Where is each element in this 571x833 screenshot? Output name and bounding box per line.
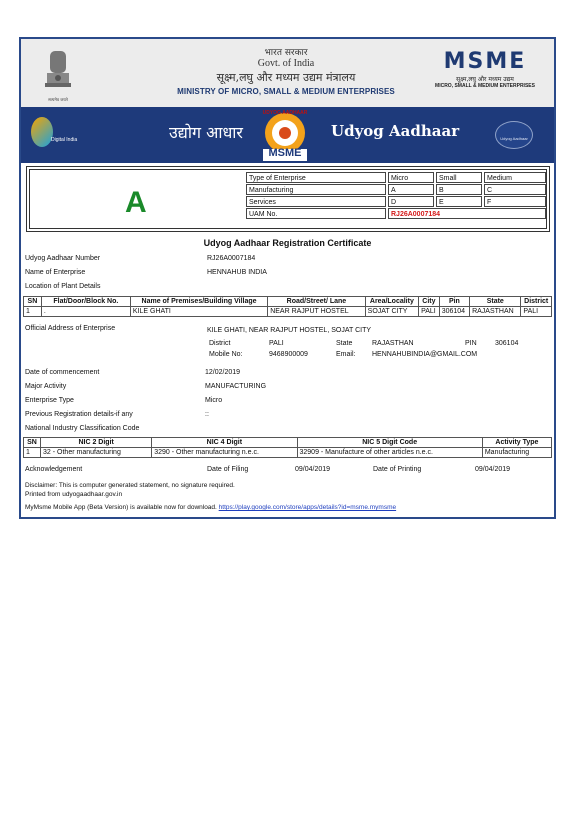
app-download-link[interactable]: https://play.google.com/store/apps/details?id=msme.mymsme <box>218 504 397 511</box>
class-a: A <box>388 184 434 195</box>
state-label: State <box>336 340 353 347</box>
enterprise-type-label: Enterprise Type <box>25 397 74 404</box>
enterprise-type-value: Micro <box>205 397 223 404</box>
class-c: C <box>484 184 546 195</box>
government-title-block <box>171 45 401 96</box>
col-state: State <box>470 297 521 307</box>
major-activity-value: MANUFACTURING <box>205 383 267 390</box>
acknowledgement-label: Acknowledgement <box>25 466 83 473</box>
cell-flat: . <box>41 307 130 317</box>
udyog-badge-label: Udyog Aadhaar <box>500 136 528 141</box>
msme-logo <box>423 49 547 101</box>
uan-value: RJ26A0007184 <box>207 255 256 262</box>
filing-date-label: Date of Filing <box>207 466 249 473</box>
cell-area: SOJAT CITY <box>365 307 418 317</box>
cell-pin: 306104 <box>439 307 469 317</box>
type-label: Type of Enterprise <box>246 172 386 183</box>
filing-date-value: 09/04/2019 <box>295 466 331 473</box>
cell-state: RAJASTHAN <box>470 307 521 317</box>
nic-col-4digit: NIC 4 Digit <box>152 438 297 448</box>
plant-table-header <box>24 297 552 307</box>
msme-logo-text: MSME <box>443 49 527 74</box>
digital-india-logo <box>21 107 91 163</box>
col-district: District <box>521 297 552 307</box>
medium-header: Medium <box>484 172 546 183</box>
col-city: City <box>419 297 440 307</box>
location-label: Location of Plant Details <box>25 283 101 290</box>
previous-registration-value: :: <box>205 411 209 418</box>
class-b: B <box>436 184 482 195</box>
uam-number: RJ26A0007184 <box>388 208 546 219</box>
nic-col-sn: SN <box>24 438 41 448</box>
table-row <box>24 307 552 317</box>
category-letter: A <box>125 186 147 219</box>
enterprise-name-label: Name of Enterprise <box>25 269 86 276</box>
ministry-name: MINISTRY OF MICRO, SMALL & MEDIUM ENTERPRISES <box>177 87 395 96</box>
nic-col-5digit: NIC 5 Digit Code <box>297 438 482 448</box>
nic-cell-activity: Manufacturing <box>482 448 551 458</box>
col-area: Area/Locality <box>365 297 418 307</box>
nic-cell-sn: 1 <box>24 448 41 458</box>
classification-box <box>26 166 550 232</box>
msme-logo-hindi: सूक्ष्म,लघु और मध्यम उद्यम <box>456 76 514 83</box>
manufacturing-label: Manufacturing <box>246 184 386 195</box>
national-emblem-icon <box>41 47 75 99</box>
udyog-badge-icon <box>495 121 533 149</box>
nic-col-activity: Activity Type <box>482 438 551 448</box>
digital-india-icon <box>31 117 53 147</box>
cell-premises: KILE GHATI <box>130 307 267 317</box>
enterprise-name-value: HENNAHUB INDIA <box>207 269 267 276</box>
col-flat: Flat/Door/Block No. <box>41 297 130 307</box>
digital-india-label: Digital India <box>51 137 78 143</box>
app-notice <box>25 504 396 511</box>
mobile-value: 9468900009 <box>269 351 308 358</box>
col-premises: Name of Premises/Building Village <box>130 297 267 307</box>
cell-sn: 1 <box>24 307 42 317</box>
printing-date-label: Date of Printing <box>373 466 422 473</box>
class-e: E <box>436 196 482 207</box>
cell-district: PALI <box>521 307 552 317</box>
email-label: Email: <box>336 351 356 358</box>
govt-of-india: Govt. of India <box>257 58 315 69</box>
nic-cell-4digit: 3290 - Other manufacturing n.e.c. <box>152 448 297 458</box>
services-label: Services <box>246 196 386 207</box>
commencement-value: 12/02/2019 <box>205 369 241 376</box>
cell-road: NEAR RAJPUT HOSTEL <box>268 307 365 317</box>
plant-location-table <box>23 296 552 317</box>
udyog-aadhaar-title: Udyog Aadhaar <box>331 122 460 140</box>
district-value: PALI <box>269 340 284 347</box>
pin-label: PIN <box>465 340 477 347</box>
classification-inner <box>29 169 547 229</box>
certificate-page <box>19 37 556 519</box>
table-row <box>24 448 552 458</box>
major-activity-label: Major Activity <box>25 383 67 390</box>
uan-label: Udyog Aadhaar Number <box>25 255 101 262</box>
emblem-msme-text: MSME <box>268 147 302 159</box>
app-notice-text: MyMsme Mobile App (Beta Version) is available now for download. <box>25 504 217 511</box>
micro-header: Micro <box>388 172 434 183</box>
nic-cell-2digit: 32 - Other manufacturing <box>41 448 152 458</box>
printing-date-value: 09/04/2019 <box>475 466 511 473</box>
col-pin: Pin <box>439 297 469 307</box>
nic-table <box>23 437 552 458</box>
udyog-aadhaar-banner <box>21 107 554 163</box>
uam-label: UAM No. <box>246 208 386 219</box>
col-sn: SN <box>24 297 42 307</box>
small-header: Small <box>436 172 482 183</box>
disclaimer-line-2: Printed from udyogaadhaar.gov.in <box>25 491 123 498</box>
nic-table-header <box>24 438 552 448</box>
hindi-government: भारत सरकार <box>264 48 308 58</box>
government-header <box>21 39 554 107</box>
certificate-title: Udyog Aadhaar Registration Certificate <box>203 238 372 248</box>
cell-city: PALI <box>419 307 440 317</box>
email-value: HENNAHUBINDIA@GMAIL.COM <box>372 351 478 358</box>
official-address-label: Official Address of Enterprise <box>25 325 116 332</box>
class-d: D <box>388 196 434 207</box>
col-road: Road/Street/ Lane <box>268 297 365 307</box>
emblem-top-text: UDYOG AADHAAR <box>262 110 308 116</box>
previous-registration-label: Previous Registration details-if any <box>25 411 133 418</box>
state-value: RAJASTHAN <box>372 340 414 347</box>
nic-label: National Industry Classification Code <box>25 425 140 432</box>
pin-value: 306104 <box>495 340 519 347</box>
class-f: F <box>484 196 546 207</box>
hindi-ministry: सूक्ष्म,लघु और मध्यम उद्यम मंत्रालय <box>216 71 356 84</box>
district-label: District <box>209 340 231 347</box>
nic-col-2digit: NIC 2 Digit <box>41 438 152 448</box>
udyog-aadhaar-hindi: उद्योग आधार <box>169 123 243 142</box>
msme-logo-subtitle: MICRO, SMALL & MEDIUM ENTERPRISES <box>435 83 535 89</box>
commencement-label: Date of commencement <box>25 369 100 376</box>
disclaimer-line-1: Disclaimer: This is computer generated statement, no signature required. <box>25 482 235 489</box>
emblem-caption: सत्यमेव जयते <box>48 97 68 102</box>
nic-cell-5digit: 32909 - Manufacture of other articles n.e.c. <box>297 448 482 458</box>
mobile-label: Mobile No: <box>209 351 243 358</box>
official-address-value: KILE GHATI, NEAR RAJPUT HOSTEL, SOJAT CITY <box>207 327 372 334</box>
